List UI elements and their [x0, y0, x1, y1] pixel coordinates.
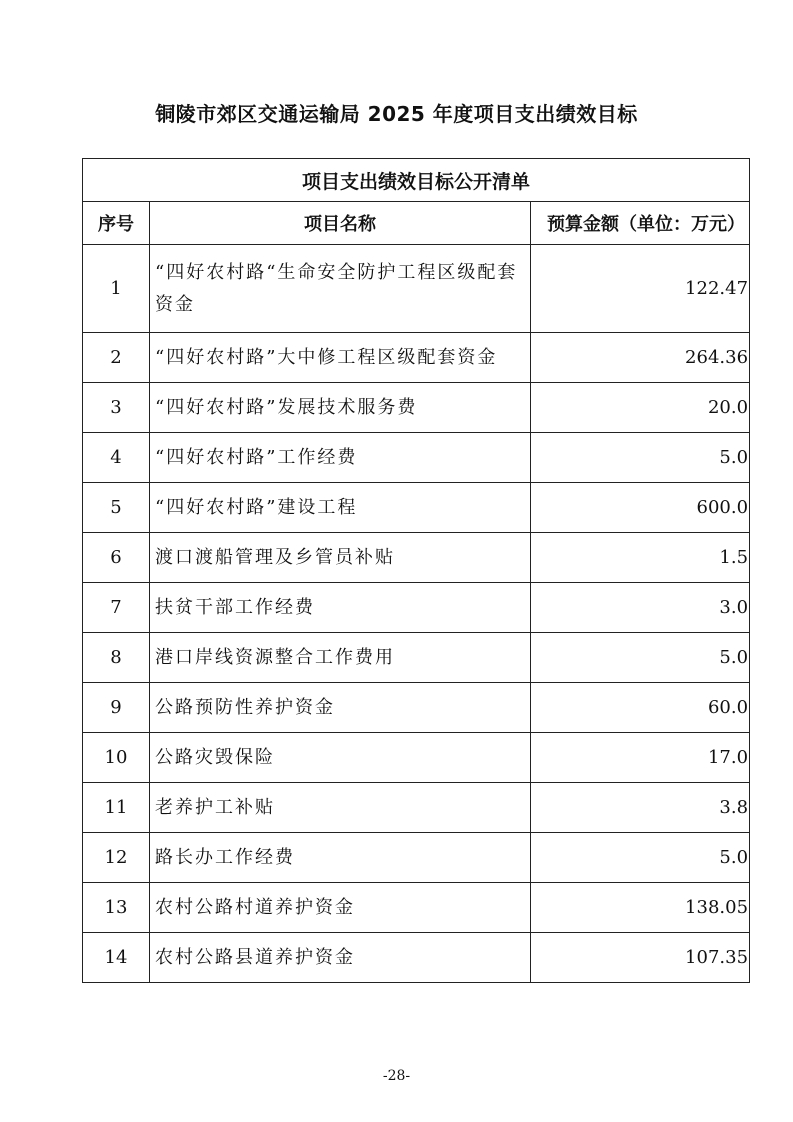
document-title: 铜陵市郊区交通运输局 2025 年度项目支出绩效目标 [155, 102, 638, 126]
row-amount: 1.5 [531, 533, 750, 583]
row-amount: 5.0 [531, 833, 750, 883]
row-no: 8 [83, 633, 150, 683]
table-row [83, 733, 750, 783]
row-name: 路长办工作经费 [150, 833, 531, 883]
row-name: 港口岸线资源整合工作费用 [150, 633, 531, 683]
row-no: 10 [83, 733, 150, 783]
table-caption-row [83, 159, 750, 202]
table-row [83, 683, 750, 733]
row-name: 扶贫干部工作经费 [150, 583, 531, 633]
row-name: 公路预防性养护资金 [150, 683, 531, 733]
row-name: “四好农村路”发展技术服务费 [150, 383, 531, 433]
row-no: 12 [83, 833, 150, 883]
row-no: 6 [83, 533, 150, 583]
row-no: 11 [83, 783, 150, 833]
row-amount: 60.0 [531, 683, 750, 733]
header-amount: 预算金额（单位：万元） [531, 202, 750, 245]
row-amount: 3.0 [531, 583, 750, 633]
table-row [83, 933, 750, 983]
row-name: 农村公路村道养护资金 [150, 883, 531, 933]
page-number: -28- [382, 1068, 411, 1084]
row-amount: 107.35 [531, 933, 750, 983]
row-no: 5 [83, 483, 150, 533]
table-row [83, 533, 750, 583]
row-name: 农村公路县道养护资金 [150, 933, 531, 983]
row-name: 渡口渡船管理及乡管员补贴 [150, 533, 531, 583]
table-row [83, 383, 750, 433]
row-no: 4 [83, 433, 150, 483]
table-row [83, 433, 750, 483]
table-row [83, 783, 750, 833]
table-row [83, 245, 750, 333]
row-name: “四好农村路”建设工程 [150, 483, 531, 533]
row-name: “四好农村路“生命安全防护工程区级配套资金 [150, 245, 531, 333]
row-no: 1 [83, 245, 150, 333]
row-no: 2 [83, 333, 150, 383]
row-amount: 5.0 [531, 433, 750, 483]
table-row [83, 333, 750, 383]
row-name: 老养护工补贴 [150, 783, 531, 833]
row-amount: 138.05 [531, 883, 750, 933]
row-amount: 20.0 [531, 383, 750, 433]
table-row [83, 483, 750, 533]
row-no: 3 [83, 383, 150, 433]
header-no: 序号 [83, 202, 150, 245]
row-amount: 17.0 [531, 733, 750, 783]
row-amount: 264.36 [531, 333, 750, 383]
table-header-row [83, 202, 750, 245]
table-row [83, 633, 750, 683]
budget-table [82, 158, 750, 983]
row-name: “四好农村路”工作经费 [150, 433, 531, 483]
row-amount: 122.47 [531, 245, 750, 333]
row-no: 14 [83, 933, 150, 983]
row-name: 公路灾毁保险 [150, 733, 531, 783]
table-caption: 项目支出绩效目标公开清单 [83, 159, 750, 202]
header-name: 项目名称 [150, 202, 531, 245]
row-amount: 600.0 [531, 483, 750, 533]
row-name: “四好农村路”大中修工程区级配套资金 [150, 333, 531, 383]
row-amount: 3.8 [531, 783, 750, 833]
row-no: 13 [83, 883, 150, 933]
table-body [83, 245, 750, 983]
table-row [83, 883, 750, 933]
table-row [83, 833, 750, 883]
row-no: 9 [83, 683, 150, 733]
row-amount: 5.0 [531, 633, 750, 683]
table-row [83, 583, 750, 633]
row-no: 7 [83, 583, 150, 633]
